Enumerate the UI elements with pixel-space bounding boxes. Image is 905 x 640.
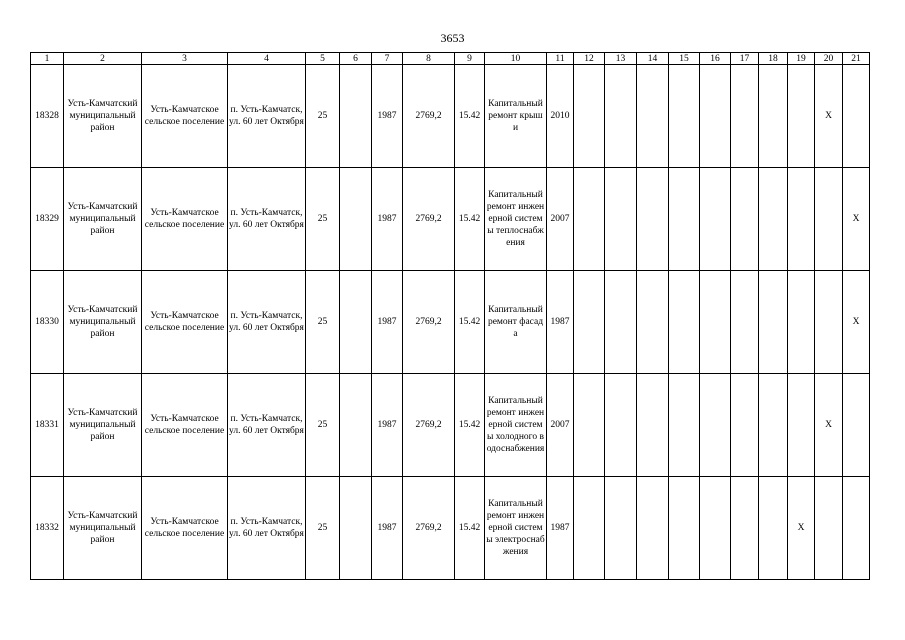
row-id-cell: 18332 <box>31 477 64 580</box>
col15-cell <box>669 271 700 374</box>
repair-schedule-table <box>30 52 870 580</box>
col12-cell <box>574 477 605 580</box>
year-cell: 1987 <box>372 477 403 580</box>
col15-cell <box>669 65 700 168</box>
col16-cell <box>700 477 731 580</box>
table-row <box>31 65 870 168</box>
work-year-cell: 1987 <box>547 271 574 374</box>
column-header: 8 <box>403 53 455 65</box>
col5-cell: 25 <box>306 65 340 168</box>
col15-cell <box>669 477 700 580</box>
work-type-cell: Капитальный ремонт инженерной системы электроснабжения <box>485 477 547 580</box>
col9-cell: 15.42 <box>455 168 485 271</box>
col21-cell <box>843 477 870 580</box>
year-cell: 1987 <box>372 168 403 271</box>
col18-cell <box>759 271 788 374</box>
column-header: 6 <box>340 53 372 65</box>
district-cell: Усть-Камчатский муниципальный район <box>64 65 142 168</box>
col15-cell <box>669 168 700 271</box>
col18-cell <box>759 374 788 477</box>
settlement-cell: Усть-Камчатское сельское поселение <box>142 477 228 580</box>
row-id-cell: 18329 <box>31 168 64 271</box>
row-id-cell: 18328 <box>31 65 64 168</box>
col19-cell <box>788 65 815 168</box>
col20-cell: X <box>815 374 843 477</box>
address-cell: п. Усть-Камчатск, ул. 60 лет Октября <box>228 168 306 271</box>
table-row <box>31 477 870 580</box>
settlement-cell: Усть-Камчатское сельское поселение <box>142 374 228 477</box>
column-header: 17 <box>731 53 759 65</box>
col20-cell: X <box>815 65 843 168</box>
col19-cell: X <box>788 477 815 580</box>
col6-cell <box>340 374 372 477</box>
col14-cell <box>637 65 669 168</box>
column-header: 15 <box>669 53 700 65</box>
column-header: 9 <box>455 53 485 65</box>
col19-cell <box>788 271 815 374</box>
table-row <box>31 271 870 374</box>
area-cell: 2769,2 <box>403 374 455 477</box>
area-cell: 2769,2 <box>403 271 455 374</box>
col9-cell: 15.42 <box>455 65 485 168</box>
address-cell: п. Усть-Камчатск, ул. 60 лет Октября <box>228 477 306 580</box>
column-header: 21 <box>843 53 870 65</box>
column-header: 10 <box>485 53 547 65</box>
col6-cell <box>340 271 372 374</box>
page-number: 3653 <box>440 31 465 45</box>
table-row <box>31 374 870 477</box>
district-cell: Усть-Камчатский муниципальный район <box>64 374 142 477</box>
col21-cell: X <box>843 271 870 374</box>
col14-cell <box>637 271 669 374</box>
col6-cell <box>340 477 372 580</box>
column-header: 13 <box>605 53 637 65</box>
year-cell: 1987 <box>372 65 403 168</box>
col17-cell <box>731 65 759 168</box>
district-cell: Усть-Камчатский муниципальный район <box>64 271 142 374</box>
year-cell: 1987 <box>372 271 403 374</box>
column-header: 12 <box>574 53 605 65</box>
work-year-cell: 1987 <box>547 477 574 580</box>
settlement-cell: Усть-Камчатское сельское поселение <box>142 271 228 374</box>
column-number-row <box>31 53 870 65</box>
col17-cell <box>731 374 759 477</box>
area-cell: 2769,2 <box>403 65 455 168</box>
col20-cell <box>815 271 843 374</box>
col12-cell <box>574 168 605 271</box>
col21-cell <box>843 65 870 168</box>
col9-cell: 15.42 <box>455 374 485 477</box>
col6-cell <box>340 168 372 271</box>
col13-cell <box>605 271 637 374</box>
address-cell: п. Усть-Камчатск, ул. 60 лет Октября <box>228 65 306 168</box>
col16-cell <box>700 374 731 477</box>
col12-cell <box>574 271 605 374</box>
column-header: 3 <box>142 53 228 65</box>
work-type-cell: Капитальный ремонт инженерной системы теплоснабжения <box>485 168 547 271</box>
column-header: 14 <box>637 53 669 65</box>
col16-cell <box>700 168 731 271</box>
table-row <box>31 168 870 271</box>
row-id-cell: 18331 <box>31 374 64 477</box>
work-year-cell: 2010 <box>547 65 574 168</box>
col17-cell <box>731 477 759 580</box>
work-year-cell: 2007 <box>547 374 574 477</box>
work-year-cell: 2007 <box>547 168 574 271</box>
col5-cell: 25 <box>306 271 340 374</box>
area-cell: 2769,2 <box>403 168 455 271</box>
column-header: 4 <box>228 53 306 65</box>
col21-cell: X <box>843 168 870 271</box>
col5-cell: 25 <box>306 374 340 477</box>
col18-cell <box>759 477 788 580</box>
address-cell: п. Усть-Камчатск, ул. 60 лет Октября <box>228 271 306 374</box>
area-cell: 2769,2 <box>403 477 455 580</box>
col17-cell <box>731 271 759 374</box>
col13-cell <box>605 477 637 580</box>
col20-cell <box>815 477 843 580</box>
column-header: 18 <box>759 53 788 65</box>
col15-cell <box>669 374 700 477</box>
col5-cell: 25 <box>306 168 340 271</box>
col14-cell <box>637 168 669 271</box>
district-cell: Усть-Камчатский муниципальный район <box>64 477 142 580</box>
work-type-cell: Капитальный ремонт фасада <box>485 271 547 374</box>
col14-cell <box>637 374 669 477</box>
col18-cell <box>759 65 788 168</box>
row-id-cell: 18330 <box>31 271 64 374</box>
col20-cell <box>815 168 843 271</box>
col21-cell <box>843 374 870 477</box>
column-header: 16 <box>700 53 731 65</box>
col13-cell <box>605 65 637 168</box>
column-header: 5 <box>306 53 340 65</box>
column-header: 2 <box>64 53 142 65</box>
address-cell: п. Усть-Камчатск, ул. 60 лет Октября <box>228 374 306 477</box>
col16-cell <box>700 271 731 374</box>
work-type-cell: Капитальный ремонт крыши <box>485 65 547 168</box>
column-header: 20 <box>815 53 843 65</box>
district-cell: Усть-Камчатский муниципальный район <box>64 168 142 271</box>
col19-cell <box>788 168 815 271</box>
col17-cell <box>731 168 759 271</box>
col14-cell <box>637 477 669 580</box>
col12-cell <box>574 65 605 168</box>
settlement-cell: Усть-Камчатское сельское поселение <box>142 168 228 271</box>
col13-cell <box>605 374 637 477</box>
col19-cell <box>788 374 815 477</box>
col16-cell <box>700 65 731 168</box>
work-type-cell: Капитальный ремонт инженерной системы холодного водоснабжения <box>485 374 547 477</box>
col9-cell: 15.42 <box>455 271 485 374</box>
column-header: 1 <box>31 53 64 65</box>
column-header: 11 <box>547 53 574 65</box>
col12-cell <box>574 374 605 477</box>
col18-cell <box>759 168 788 271</box>
col9-cell: 15.42 <box>455 477 485 580</box>
column-header: 7 <box>372 53 403 65</box>
col5-cell: 25 <box>306 477 340 580</box>
col13-cell <box>605 168 637 271</box>
settlement-cell: Усть-Камчатское сельское поселение <box>142 65 228 168</box>
column-header: 19 <box>788 53 815 65</box>
col6-cell <box>340 65 372 168</box>
year-cell: 1987 <box>372 374 403 477</box>
